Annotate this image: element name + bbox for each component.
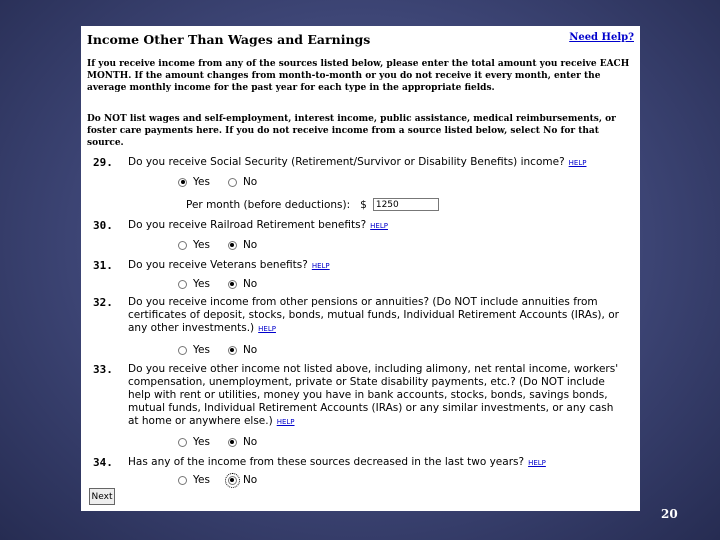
- radio-icon[interactable]: [178, 438, 187, 447]
- q29-no-option[interactable]: No: [228, 176, 257, 188]
- radio-icon[interactable]: [178, 280, 187, 289]
- question-text: Do you receive Social Security (Retirement/Survivor or Disability Benefits) income? HELP: [128, 156, 587, 168]
- q30-no-option[interactable]: No: [228, 239, 257, 251]
- help-link-34[interactable]: HELP: [528, 459, 546, 467]
- radio-icon[interactable]: [228, 241, 237, 250]
- q34-yes-option[interactable]: Yes: [178, 474, 210, 486]
- options-34: [178, 474, 275, 486]
- q31-no-option[interactable]: No: [228, 278, 257, 290]
- question-text: Do you receive income from other pensions or annuities? (Do NOT include annuities from certificates of deposit, stocks, bonds, mutual funds, Individual Retirement Accounts (IRAs), or any other investments.) HELP: [128, 296, 619, 334]
- currency-symbol: $: [360, 198, 367, 211]
- help-link-29[interactable]: HELP: [568, 159, 587, 167]
- help-link-33[interactable]: HELP: [276, 418, 295, 426]
- options-30: [178, 239, 275, 251]
- slide-page-number: 20: [661, 507, 678, 521]
- question-text: Do you receive other income not listed above, including alimony, net rental income, workers' compensation, unemployment, private or State disability payments, etc.? (Do NOT include help with rent or utilities, money you have in bank accounts, stocks, bonds, savings bonds, mutual funds, Individual Retirement Accounts (IRAs) or any similar investments, or any cash at home or anywhere else.) HELP: [128, 363, 619, 427]
- q29-yes-option[interactable]: Yes: [178, 176, 210, 188]
- q33-yes-option[interactable]: Yes: [178, 436, 210, 448]
- help-link-30[interactable]: HELP: [370, 222, 388, 230]
- question-text: Has any of the income from these sources decreased in the last two years? HELP: [128, 456, 546, 468]
- question-text: Do you receive Railroad Retirement benefits? HELP: [128, 219, 388, 231]
- options-33: [178, 436, 275, 448]
- options-31: [178, 278, 275, 290]
- q34-no-option[interactable]: No: [228, 474, 257, 486]
- radio-icon[interactable]: [178, 346, 187, 355]
- per-month-label: Per month (before deductions):: [186, 198, 351, 211]
- q31-yes-option[interactable]: Yes: [178, 278, 210, 290]
- q32-yes-option[interactable]: Yes: [178, 344, 210, 356]
- q32-no-option[interactable]: No: [228, 344, 257, 356]
- radio-icon[interactable]: [228, 476, 237, 485]
- radio-icon[interactable]: [178, 178, 187, 187]
- question-number: 33.: [93, 363, 113, 376]
- question-number: 29.: [93, 156, 113, 169]
- page-title: Income Other Than Wages and Earnings: [87, 32, 371, 47]
- per-month-row-29: [186, 198, 439, 211]
- radio-icon[interactable]: [228, 346, 237, 355]
- question-text: Do you receive Veterans benefits? HELP: [128, 259, 330, 271]
- options-32: [178, 344, 275, 356]
- help-link-32[interactable]: HELP: [258, 325, 276, 333]
- form-panel: [81, 26, 640, 511]
- q29-amount-input[interactable]: [373, 198, 439, 211]
- radio-icon[interactable]: [228, 178, 237, 187]
- q30-yes-option[interactable]: Yes: [178, 239, 210, 251]
- q33-no-option[interactable]: No: [228, 436, 257, 448]
- options-29: [178, 176, 275, 188]
- help-link-31[interactable]: HELP: [311, 262, 330, 270]
- question-number: 31.: [93, 259, 113, 272]
- question-number: 32.: [93, 296, 113, 309]
- radio-icon[interactable]: [228, 280, 237, 289]
- intro-exclusions: Do NOT list wages and self-employment, interest income, public assistance, medical reimbursements, or foster care payments here. If you do not receive income from a source listed below, select No for that source.: [87, 114, 616, 148]
- next-button[interactable]: Next: [89, 488, 115, 505]
- need-help-link[interactable]: Need Help?: [569, 32, 634, 43]
- radio-icon[interactable]: [178, 241, 187, 250]
- question-number: 30.: [93, 219, 113, 232]
- radio-icon[interactable]: [228, 438, 237, 447]
- radio-icon[interactable]: [178, 476, 187, 485]
- question-number: 34.: [93, 456, 113, 469]
- intro-instructions: If you receive income from any of the sources listed below, please enter the total amount you receive EACH MONTH. If the amount changes from month-to-month or you do not receive it every month, enter the average monthly income for the past year for each type in the appropriate fields.: [87, 59, 630, 93]
